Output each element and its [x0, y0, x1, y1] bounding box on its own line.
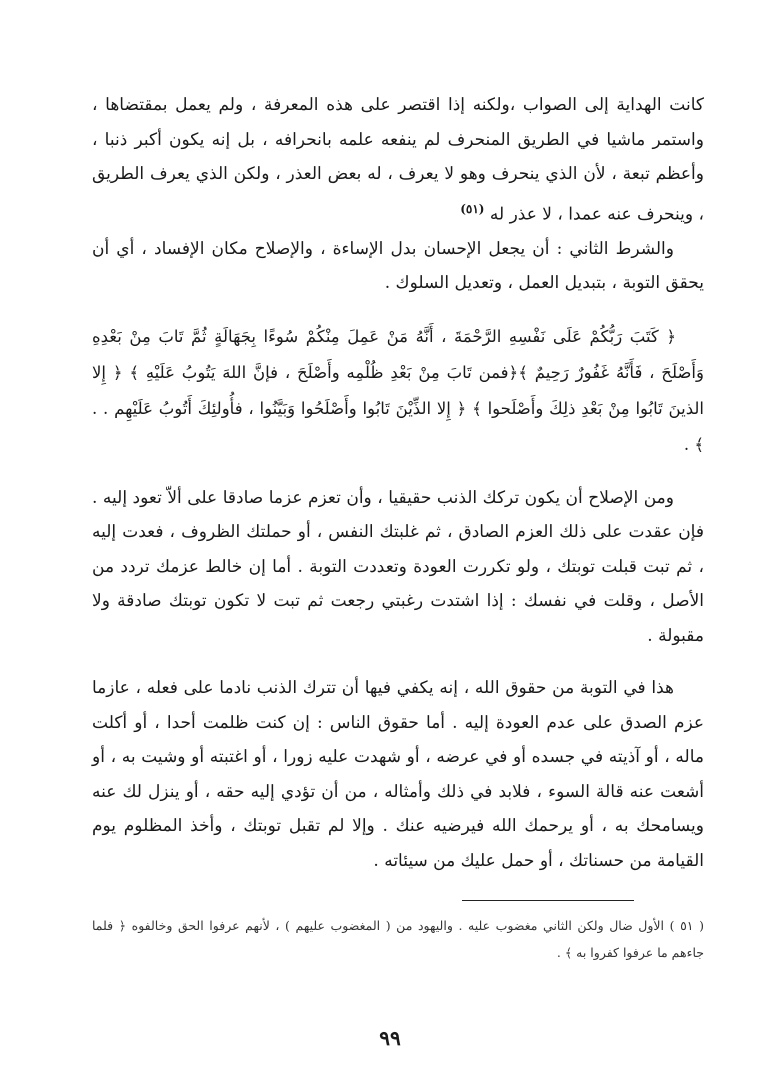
paragraph-1-text: كانت الهداية إلى الصواب ،ولكنه إذا اقتصر على هذه المعرفة ، ولم يعمل بمقتضاها ، واستمر ماشيا في الطريق المنحرف لم ينفعه علمه بانحرافه ، بل إنه يكون أكبر ذنبا ، وأعظم تبعة ، لأن الذي ينحرف وهو لا يعرف ، له بعض العذر ، ولكن الذي يعرف الطريق ، وينحرف عنه عمدا ، لا عذر له	[92, 95, 704, 225]
page-number: ٩٩	[379, 1026, 401, 1050]
page-body	[92, 88, 704, 878]
footnote-text: ( ٥١ ) الأول ضال ولكن الثاني مغضوب عليه . واليهود من ( المغضوب عليهم ) ، لأنهم عرفوا الحق وخالفوه ﴿ فلما جاءهم ما عرفوا كفروا به ﴾ .	[92, 918, 704, 960]
footnote-divider	[462, 900, 634, 901]
paragraph-2: والشرط الثاني : أن يجعل الإحسان بدل الإساءة ، والإصلاح مكان الإفساد ، أي أن يحقق التوبة ، بتبديل العمل ، وتعديل السلوك .	[92, 238, 704, 294]
paragraph-1	[92, 88, 704, 232]
quran-verses: ﴿ كَتَبَ رَبُّكُمْ عَلَى نَفْسِهِ الرَّحْمَةَ ، أَنَّهُ مَنْ عَمِلَ مِنْكُمْ سُوءًا بِجَهَالَةٍ ثُمَّ تَابَ مِنْ بَعْدِهِ وَأَصْلَحَ ، فَأَنَّهُ غَفُورٌ رَحِيمٌ ﴾﴿فمن تَابَ مِنْ بَعْدِ ظُلْمِه وأَصْلَحَ ، فإنَّ اللهَ يَتُوبُ عَلَيْهِ ﴾ ﴿ إِلا الذينَ تَابُوا مِنْ بَعْدِ ذلِكَ وأَصْلَحوا ﴾ ﴿ إِلا الذِّيْنَ تَابُوا وأَصْلَحُوا وَبَيَّنُوا ، فأُولئِكَ أَتُوبُ عَلَيْهِم . . ﴾ .	[92, 326, 704, 454]
paragraph-3: ومن الإصلاح أن يكون تركك الذنب حقيقيا ، وأن تعزم عزما صادقا على ألاّ تعود إليه . فإن عقدت على ذلك العزم الصادق ، ثم غلبتك النفس ، أو حملتك الظروف ، فعدت إليه ، ثم تبت قبلت توبتك ، ولو تكررت العودة وتعددت التوبة . أما إن خالط عزمك تردد من الأصل ، وقلت في نفسك : إذا اشتدت رغبتي رجعت ثم تبت لا تكون توبتك صادقة ولا مقبولة .	[92, 487, 704, 646]
footnote-reference[interactable]: (٥١)	[460, 201, 485, 216]
paragraph-4: هذا في التوبة من حقوق الله ، إنه يكفي فيها أن تترك الذنب نادما على فعله ، عازما عزم الصدق على عدم العودة إليه . أما حقوق الناس : إن كنت ظلمت أحدا ، أو أكلت ماله ، أو آذيته في جسده أو في عرضه ، أو شهدت عليه زورا ، أو اغتبته أو وشيت به ، أو أشعت عنه قالة السوء ، فلابد في ذلك وأمثاله ، من أن تؤدي إليه حقه ، أو ينزل لك عنه ويسامحك به ، أو يرحمك الله فيرضيه عنك . وإلا لم تقبل توبتك ، وأخذ المظلوم يوم القيامة من حسناتك ، أو حمل عليك من سيئاته .	[92, 678, 704, 871]
